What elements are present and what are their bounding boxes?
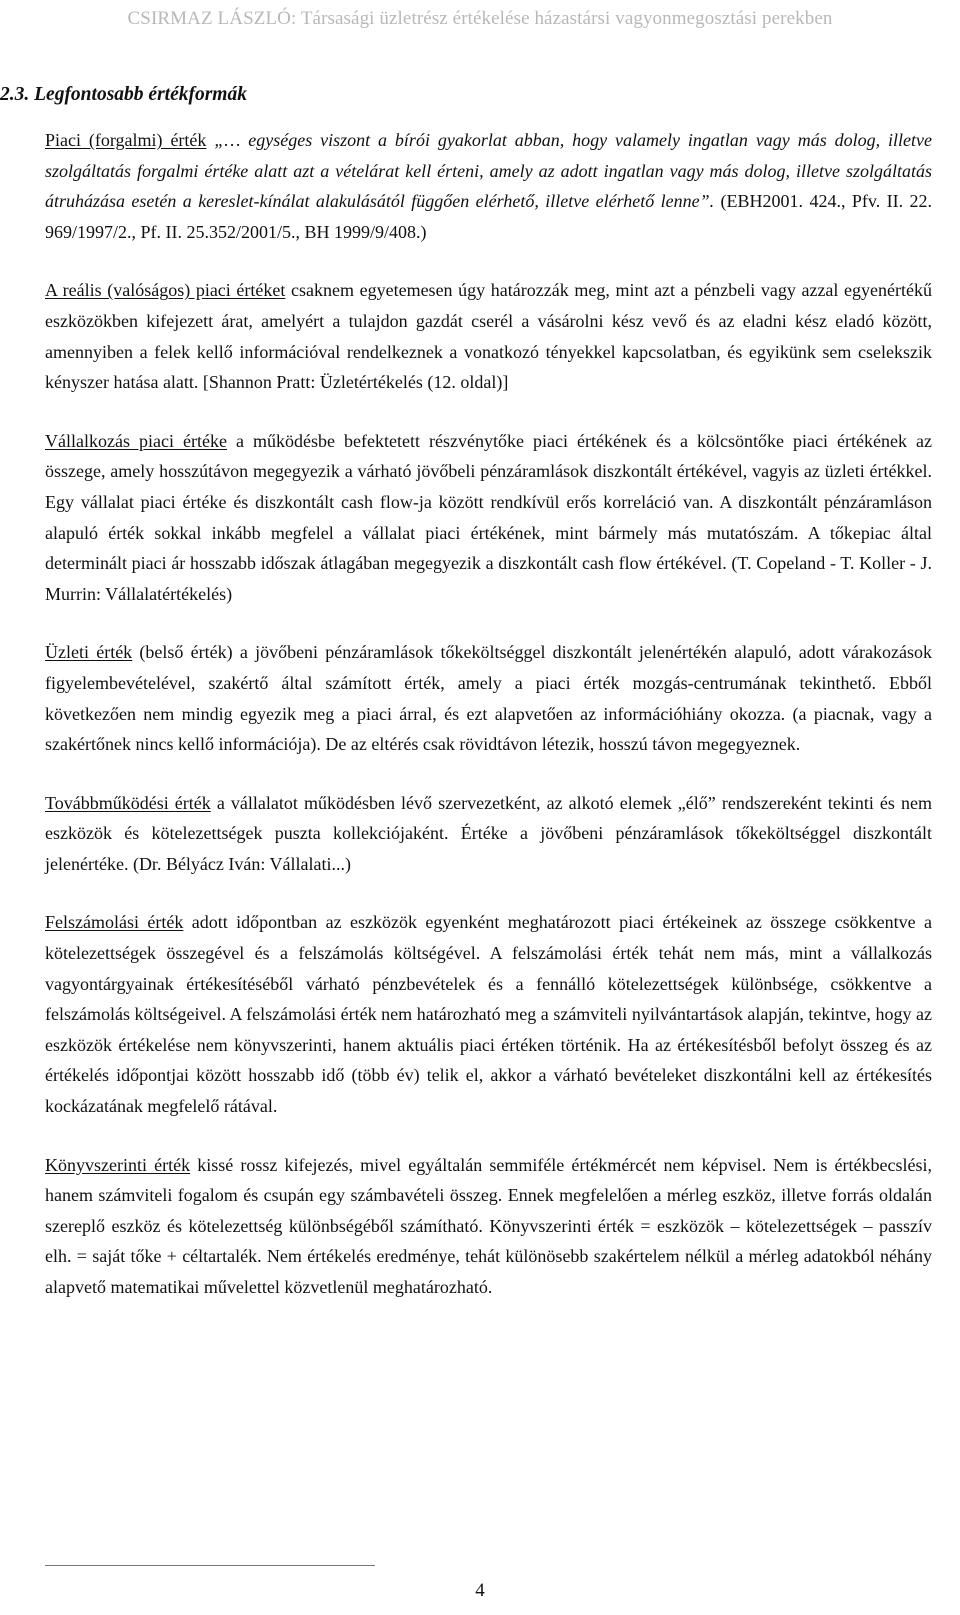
page-number: 4: [475, 1580, 485, 1601]
section-heading: 2.3. Legfontosabb értékformák: [0, 84, 247, 105]
legal-references: (EBH2001. 424., Pfv. II. 22. 969/1997/2., Pf. II. 25.352/2001/5., BH 1999/9/408.): [45, 191, 932, 242]
definition-text: (belső érték) a jövőbeni pénzáramlások tőkeköltséggel diszkontált jelenértékén alapuló, adott várakozások figyelembevételével, szakértő által számított érték, amely a piaci érték mozgás-centrumának tekinthető. Ebből következően nem mindig egyezik meg a piaci árral, és ezt alapvetően az információhiány okozza. (a piacnak, vagy a szakértőnek nincs kellő információja). De az eltérés csak rövidtávon létezik, hosszú távon megegyeznek.: [45, 642, 932, 755]
running-header: CSIRMAZ LÁSZLÓ: Társasági üzletrész értékelése házastársi vagyonmegosztási perekben: [127, 8, 833, 29]
definition-text: adott időpontban az eszközök egyenként meghatározott piaci értékeinek az összege csökkentve a kötelezettségek összegével és a felszámolás költségével. A felszámolási érték tehát nem más, mint a vállalkozás vagyontárgyainak értékesítéséből várható pénzbevételek és a fennálló kötelezettségek különbsége, csökkentve a felszámolás költségeivel. A felszámolási érték nem határozható meg a számviteli nyilvántartások alapján, tekintve, hogy az eszközök értékelése nem könyvszerinti, hanem aktuális piaci értéken történik. Ha az értékesítésből befolyt összeg és az értékelés időpontjai között hosszabb idő (több év) telik el, akkor a várható bevételeket diszkontálni kell az értékesítés kockázatának megfelelő rátával.: [45, 912, 932, 1117]
term-piaci-forgalmi-ertek: Piaci (forgalmi) érték: [45, 130, 207, 150]
paragraph-tovabbmukodesi-ertek: [45, 788, 932, 880]
definition-text: csaknem egyetemesen úgy határozzák meg, mint azt a pénzbeli vagy azzal egyenértékű eszközökben kifejezett árat, amelyért a tulajdon gazdát cserél a vásárolni kész vevő és az eladni kész eladó között, amennyiben a felek kellő információval rendelkeznek a vonatkozó tényekkel kapcsolatban, és egyikünk sem cselekszik kényszer hatása alatt. [Shannon Pratt: Üzletértékelés (12. oldal)]: [45, 280, 932, 393]
term-uzleti-ertek: Üzleti érték: [45, 642, 133, 663]
term-tovabbmukodesi-ertek: Továbbműködési érték: [45, 792, 211, 813]
term-realis-piaci-ertek: A reális (valóságos) piaci értéket: [45, 280, 286, 301]
paragraph-realis-piaci-ertek: [45, 275, 932, 397]
paragraph-piaci-ertek: [45, 125, 932, 247]
paragraph-vallalkozas-piaci-erteke: [45, 426, 932, 610]
definition-text: kissé rossz kifejezés, mivel egyáltalán semmiféle értékmércét nem képvisel. Nem is értékbecslési, hanem számviteli fogalom és csupán egy számbavételi összeg. Ennek megfelelően a mérleg eszköz, illetve forrás oldalán szereplő eszköz és kötelezettség különbségéből számítható. Könyvszerinti érték = eszközök – kötelezettségek – passzív elh. = saját tőke + céltartalék. Nem értékelés eredménye, tehát különösebb szakértelem nélkül a mérleg adatokból néhány alapvető matematikai művelettel közvetlenül meghatározható.: [45, 1154, 932, 1297]
paragraph-uzleti-ertek: [45, 637, 932, 759]
court-practice-quote: „… egységes viszont a bírói gyakorlat abban, hogy valamely ingatlan vagy más dolog, illetve szolgáltatás forgalmi értéke alatt azt a vételárat kell érteni, amely az adott ingatlan vagy más dolog, illetve szolgáltatás átruházása esetén a kereslet-kínálat alakulásától függően elérhető, illetve elérhető lenne”.: [45, 130, 932, 212]
document-body: [45, 125, 932, 1303]
term-felszamolasi-ertek: Felszámolási érték: [45, 912, 184, 933]
definition-text: a vállalatot működésben lévő szervezetként, az alkotó elemek „élő” rendszereként tekinti és nem eszközök és kötelezettségek puszta kollekciójaként. Értéke a jövőbeni pénzáramlások tőkeköltséggel diszkontált jelenértéke. (Dr. Bélyácz Iván: Vállalati...): [45, 792, 932, 874]
footer-divider: [45, 1565, 375, 1566]
term-vallalkozas-piaci-erteke: Vállalkozás piaci értéke: [45, 430, 227, 451]
definition-text: a működésbe befektetett részvénytőke piaci értékének és a kölcsöntőke piaci értékének az összege, amely hosszútávon megegyezik a várható jövőbeli pénzáramlások diszkontált értékével, vagyis az üzleti értékkel. Egy vállalat piaci értéke és diszkontált cash flow-ja között rendkívül erős korreláció van. A diszkontált pénzáramláson alapuló érték sokkal inkább megfelel a vállalat piaci értékének, mint bármely más mutatószám. A tőkepiac által determinált piaci ár hosszabb időszak átlagában megegyezik a diszkontált cash flow értékével. (T. Copeland - T. Koller - J. Murrin: Vállalatértékelés): [45, 430, 932, 604]
paragraph-felszamolasi-ertek: [45, 907, 932, 1121]
paragraph-konyvszerinti-ertek: [45, 1150, 932, 1303]
term-konyvszerinti-ertek: Könyvszerinti érték: [45, 1154, 191, 1175]
